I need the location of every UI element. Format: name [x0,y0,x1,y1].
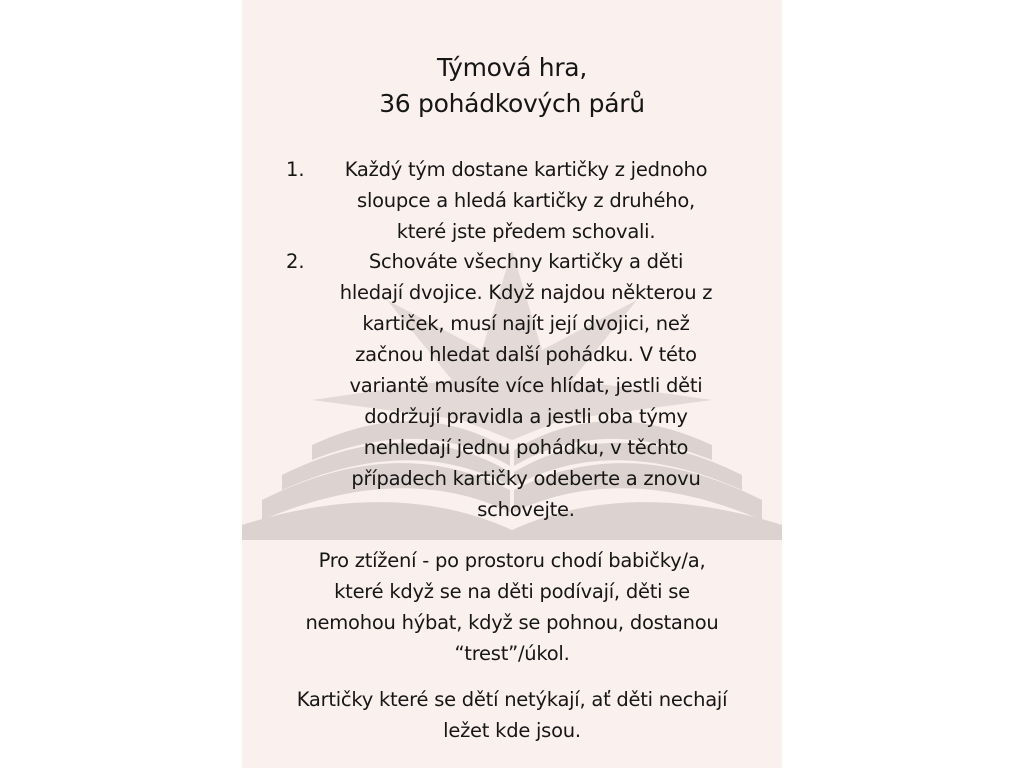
list-item-2-line: hledají dvojice. Když najdou některou z [339,281,713,304]
paragraph-1-line: nemohou hýbat, když se pohnou, dostanou [305,611,719,634]
list-item-2-line: nehledají jednu pohádku, v těchto [363,436,689,459]
list-item-1-line: sloupce a hledá kartičky z druhého, [357,189,695,212]
list-item-1-line: které jste předem schovali. [396,220,656,243]
page-title-line-1: Týmová hra, [437,53,587,82]
paragraph-1-line: Pro ztížení - po prostoru chodí babičky/a, [318,549,706,572]
list-marker-1: 1. [286,158,305,181]
page-title-line-2: 36 pohádkových párů [379,89,645,118]
list-item-2-line: variantě musíte více hlídat, jestli děti [349,374,703,397]
list-marker-2: 2. [286,250,305,273]
list-item-2-line: začnou hledat další pohádku. V této [355,343,697,366]
paragraph-1-line: “trest”/úkol. [454,642,570,665]
document-page [242,0,782,768]
paragraph-2-line: Kartičky které se dětí netýkají, ať děti nechají [296,688,728,711]
list-item-2-line: Schováte všechny kartičky a děti [368,250,684,273]
list-item-1-line: Každý tým dostane kartičky z jednoho [344,158,708,181]
list-item-2-line: případech kartičky odeberte a znovu [351,467,701,490]
list-item-2-line: kartiček, musí najít její dvojici, než [362,312,690,335]
list-item-2-line: dodržují pravidla a jestli oba týmy [364,405,688,428]
paragraph-1-line: které když se na děti podívají, děti se [334,580,690,603]
list-item-2-line: schovejte. [477,498,575,521]
paragraph-2-line: ležet kde jsou. [443,719,581,742]
